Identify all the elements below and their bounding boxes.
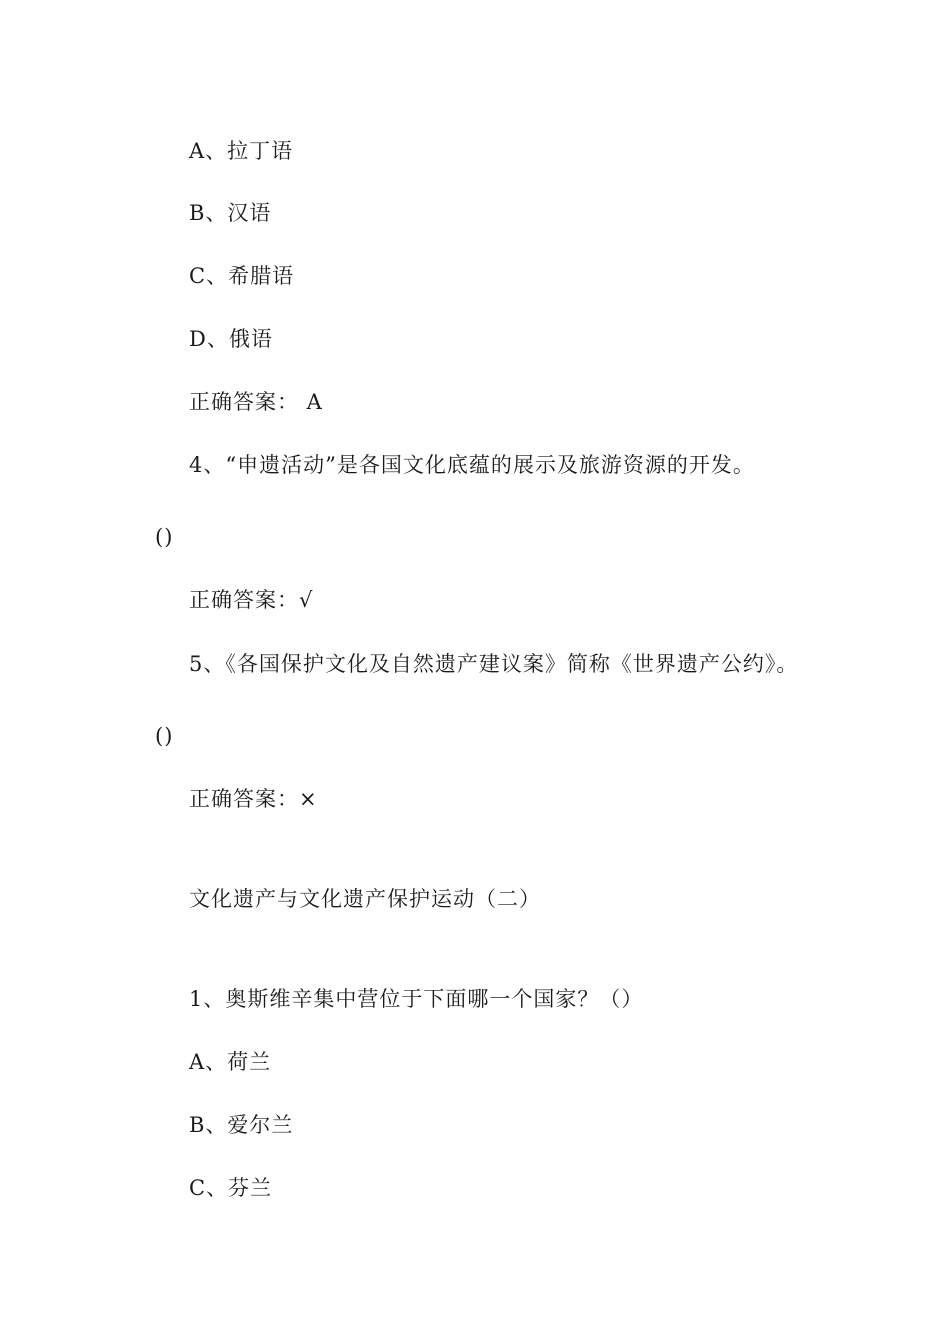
q3-option-b: B、汉语 (189, 201, 272, 225)
s2-q1-option-b: B、爱尔兰 (189, 1113, 294, 1137)
q5-answer: 正确答案：× (189, 787, 318, 811)
q3-option-d: D、俄语 (189, 327, 273, 351)
s2-q1-question: 1、奥斯维辛集中营位于下面哪一个国家？（） (189, 987, 644, 1011)
q5-question: 5、《各国保护文化及自然遗产建议案》简称《世界遗产公约》。 (189, 652, 799, 676)
q3-option-a: A、拉丁语 (189, 139, 294, 163)
q3-answer: 正确答案： A (189, 390, 323, 414)
section-title: 文化遗产与文化遗产保护运动（二） (189, 887, 541, 911)
q4-answer: 正确答案：√ (189, 588, 314, 612)
s2-q1-option-a: A、荷兰 (189, 1050, 272, 1074)
q4-question: 4、“申遗活动”是各国文化底蕴的展示及旅游资源的开发。 (189, 453, 755, 477)
q3-option-c: C、希腊语 (189, 264, 295, 288)
q5-parens: () (155, 724, 174, 748)
s2-q1-option-c: C、芬兰 (189, 1176, 273, 1200)
q4-parens: () (155, 525, 174, 549)
